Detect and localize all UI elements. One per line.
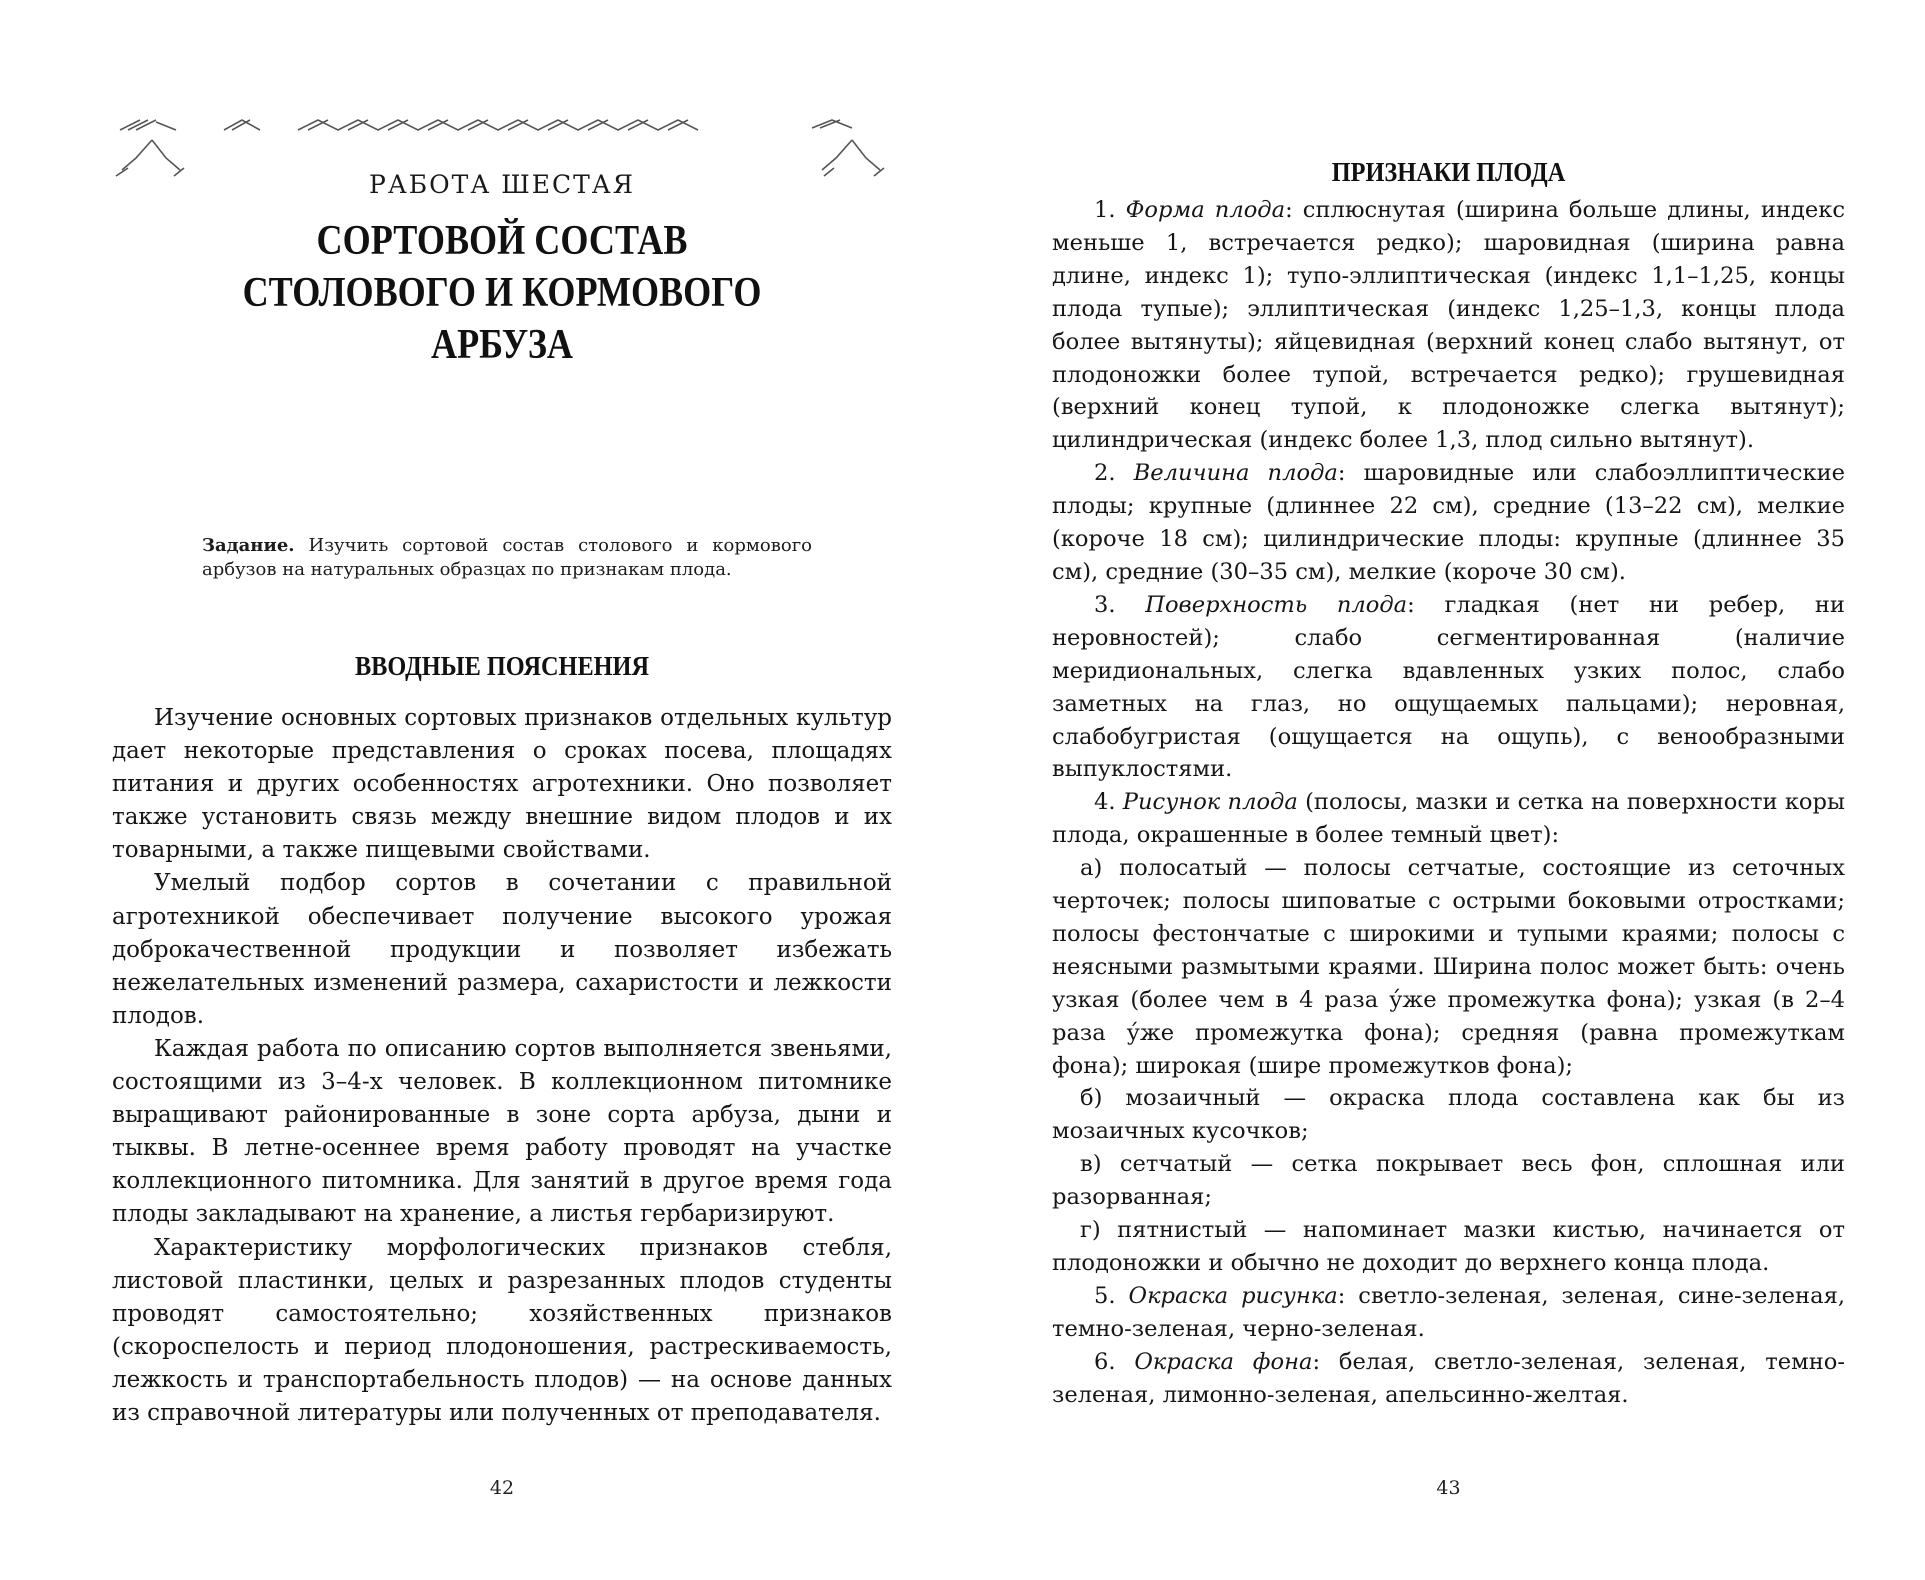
intro-heading: ВВОДНЫЕ ПОЯСНЕНИЯ	[354, 651, 650, 681]
intro-body	[112, 702, 892, 1430]
pattern-subitem-c: в) сетчатый — сетка покрывает весь фон, сплошная или разорванная;	[1052, 1151, 1845, 1211]
intro-paragraph-4: Характеристику морфологических признаков стебля, листовой пластинки, целых и разрезанных плодов студенты проводят самостоятельно; хозяйственных признаков (скороспелость и период плодоношения, растрескиваемость, лежкость и транспортабельность плодов) — на основе данных из справочной литературы или полученных от преподавателя.	[112, 1234, 892, 1426]
pattern-subitem-d: г) пятнистый — напоминает мазки кистью, начинается от плодоножки и обычно не доходит до верхнего конца плода.	[1052, 1217, 1845, 1276]
title-line-3: АРБУЗА	[431, 322, 573, 368]
task-text: Изучить сортовой состав столового и кормового арбузов на натуральных образцах по признакам плода.	[202, 535, 812, 580]
intro-paragraph-3: Каждая работа по описанию сортов выполняется звеньями, состоящими из 3–4-х человек. В коллекционном питомнике выращивают районированные в зоне сорта арбуза, дыни и тыквы. В летне-осеннее время работу проводят на участке коллекционного питомника. Для занятий в другое время года плоды закладывают на хранение, а листья гербаризируют.	[112, 1035, 892, 1228]
trait-item-5	[1052, 1280, 1845, 1346]
trait-number: 6.	[1094, 1348, 1116, 1375]
trait-item-1	[1052, 194, 1845, 457]
trait-term: Величина плода	[1133, 460, 1338, 487]
pattern-subitem-a: а) полосатый — полосы сетчатые, состоящие из сеточных черточек; полосы шиповатые с острыми боковыми отростками; полосы фестончатые с широкими и тупыми краями; полосы с неясными размытыми краями. Ширина полос может быть: очень узкая (более чем в 4 раза у́же промежутка фона); узкая (в 2–4 раза у́же промежутка фона); средняя (равна промежуткам фона); широкая (шире промежутков фона);	[1052, 855, 1845, 1079]
trait-number: 4.	[1094, 789, 1116, 816]
intro-paragraph-1: Изучение основных сортовых признаков отдельных культур дает некоторые представления о сроках посева, площадях питания и других особенностях агротехники. Оно позволяет также установить связь между внешние видом плодов и их товарными, а также пищевыми свойствами.	[112, 705, 892, 864]
fruit-traits-body	[1052, 194, 1845, 1412]
trait-term: Рисунок плода	[1122, 789, 1298, 816]
work-title	[167, 215, 838, 371]
trait-item-4	[1052, 786, 1845, 852]
trait-text: : светло-зеленая, зеленая, сине-зеленая, темно-зеленая, черно-зеленая.	[1052, 1282, 1846, 1342]
trait-item-3	[1052, 589, 1845, 786]
trait-term: Форма плода	[1125, 197, 1286, 223]
title-line-2: СТОЛОВОГО И КОРМОВОГО	[242, 270, 762, 316]
trait-term: Поверхность плода	[1145, 591, 1408, 618]
trait-term: Окраска фона	[1134, 1348, 1313, 1375]
page-number-right: 43	[1436, 1477, 1461, 1499]
trait-text: (полосы, мазки и сетка на поверхности коры плода, окрашенные в более темный цвет):	[1052, 789, 1845, 849]
trait-text: : гладкая (нет ни ребер, ни неровностей); слабо сегментированная (наличие меридиональных, слегка вдавленных узких полос, слабо заметных на глаз, но ощущаемых пальцами); неровная, слабобугристая (ощущается на ощупь), с венообразными выпуклостями.	[1052, 591, 1845, 783]
work-label: РАБОТА ШЕСТАЯ	[369, 170, 635, 199]
trait-number: 2.	[1094, 460, 1116, 487]
task-block	[202, 534, 812, 582]
trait-number: 1.	[1094, 197, 1116, 223]
trait-number: 5.	[1094, 1282, 1116, 1309]
intro-paragraph-2: Умелый подбор сортов в сочетании с правильной агротехникой обеспечивает получение высокого урожая доброкачественной продукции и позволяет избежать нежелательных изменений размера, сахаристости и лежкости плодов.	[112, 870, 892, 1029]
pattern-subitem-b: б) мозаичный — окраска плода составлена как бы из мозаичных кусочков;	[1052, 1085, 1845, 1145]
fruit-traits-heading: ПРИЗНАКИ ПЛОДА	[1331, 157, 1566, 187]
task-label: Задание.	[202, 535, 295, 556]
page-number-left: 42	[489, 1477, 515, 1499]
trait-item-2	[1052, 457, 1845, 589]
trait-text: : белая, светло-зеленая, зеленая, темно-зеленая, лимонно-зеленая, апельсинно-желтая.	[1052, 1348, 1845, 1408]
title-line-1: СОРТОВОЙ СОСТАВ	[316, 218, 688, 264]
trait-text: : сплюснутая (ширина больше длины, индекс меньше 1, встречается редко); шаровидная (ширина равна длине, индекс 1); тупо-эллиптическая (индекс 1,1–1,25, концы плода тупые); эллиптическая (индекс 1,25–1,3, концы плода более вытянуты); яйцевидная (верхний конец слабо вытянут, от плодоножки более тупой, встречается редко); грушевидная (верхний конец тупой, к плодоножке слегка вытянут); цилиндрическая (индекс более 1,3, плод сильно вытянут).	[1052, 197, 1846, 454]
trait-number: 3.	[1094, 591, 1116, 618]
trait-term: Окраска рисунка	[1128, 1282, 1338, 1309]
trait-item-6	[1052, 1346, 1845, 1412]
trait-text: : шаровидные или слабоэллиптические плоды; крупные (длиннее 22 см), средние (13–22 см), мелкие (короче 18 см); цилиндрические плоды: крупные (длиннее 35 см), средние (30–35 см), мелкие (короче 30 см).	[1052, 460, 1845, 585]
